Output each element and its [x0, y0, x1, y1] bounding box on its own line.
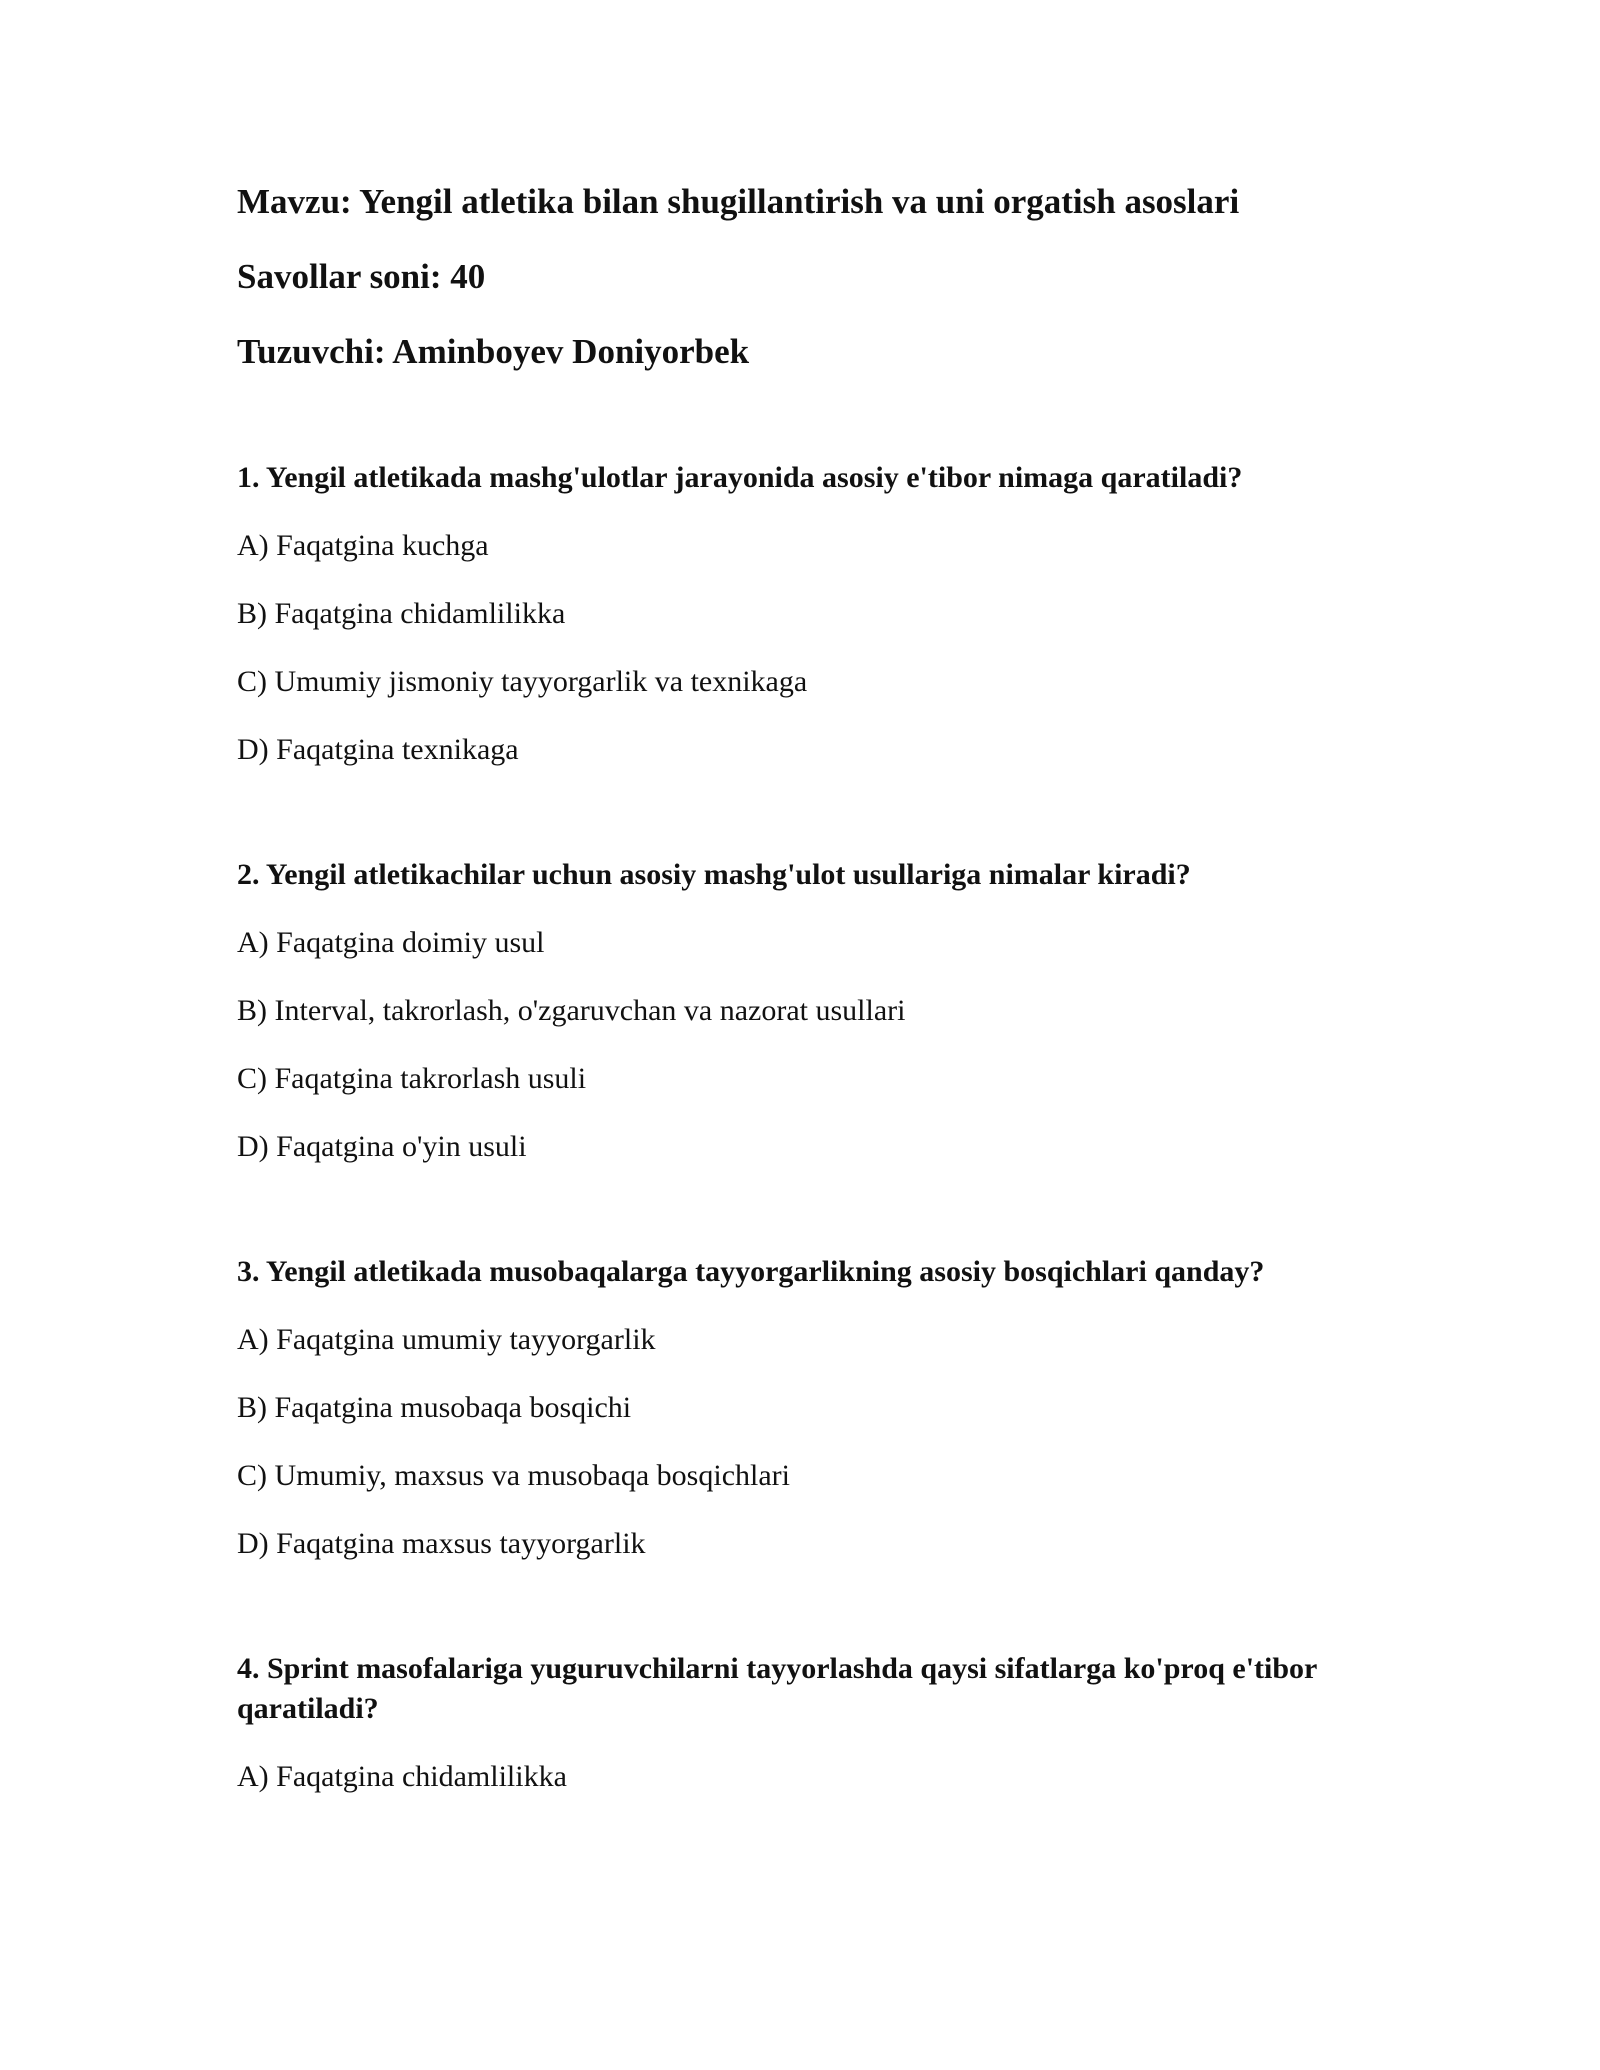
question-text: 4. Sprint masofalariga yuguruvchilarni tayyorlashda qaysi sifatlarga ko'proq e'tibor qaratiladi? [237, 1652, 1317, 1725]
option-a: A) Faqatgina umumiy tayyorgarlik [237, 1323, 656, 1356]
question-list [237, 458, 1367, 1797]
option-a: A) Faqatgina kuchga [237, 529, 489, 562]
question-count: Savollar soni: 40 [237, 257, 486, 296]
option-d: D) Faqatgina maxsus tayyorgarlik [237, 1527, 646, 1560]
topic-title: Mavzu: Yengil atletika bilan shugillantirish va uni orgatish asoslari [237, 182, 1240, 221]
question-2 [237, 855, 1367, 1167]
option-c: C) Umumiy, maxsus va musobaqa bosqichlari [237, 1459, 790, 1492]
document-page [237, 180, 1367, 1882]
question-text: 1. Yengil atletikada mashg'ulotlar jarayonida asosiy e'tibor nimaga qaratiladi? [237, 461, 1243, 494]
question-text: 2. Yengil atletikachilar uchun asosiy mashg'ulot usullariga nimalar kiradi? [237, 858, 1191, 891]
author-line: Tuzuvchi: Aminboyev Doniyorbek [237, 332, 750, 371]
question-1 [237, 458, 1367, 770]
option-d: D) Faqatgina texnikaga [237, 733, 519, 766]
option-c: C) Faqatgina takrorlash usuli [237, 1062, 587, 1095]
option-a: A) Faqatgina chidamlilikka [237, 1760, 567, 1793]
option-b: B) Faqatgina musobaqa bosqichi [237, 1391, 632, 1424]
option-c: C) Umumiy jismoniy tayyorgarlik va texnikaga [237, 665, 808, 698]
question-4 [237, 1649, 1367, 1797]
question-text: 3. Yengil atletikada musobaqalarga tayyorgarlikning asosiy bosqichlari qanday? [237, 1255, 1265, 1288]
question-3 [237, 1252, 1367, 1564]
document-header [237, 180, 1367, 374]
option-b: B) Interval, takrorlash, o'zgaruvchan va nazorat usullari [237, 994, 906, 1027]
option-d: D) Faqatgina o'yin usuli [237, 1130, 527, 1163]
option-b: B) Faqatgina chidamlilikka [237, 597, 566, 630]
option-a: A) Faqatgina doimiy usul [237, 926, 545, 959]
